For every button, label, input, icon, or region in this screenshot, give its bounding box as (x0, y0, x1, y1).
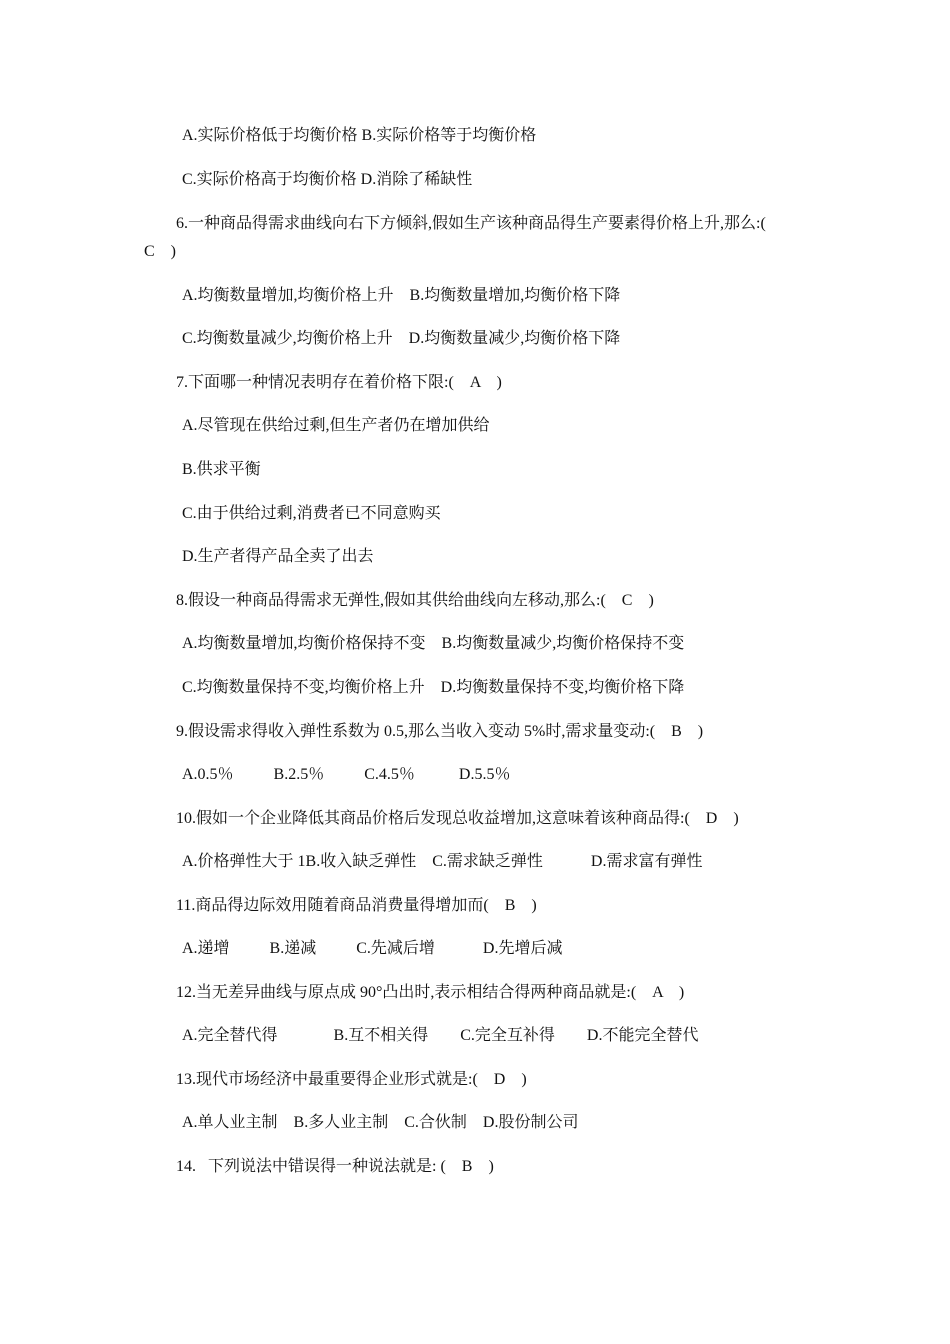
option-d: D.生产者得产品全卖了出去 (182, 548, 374, 565)
question-10: 10.假如一个企业降低其商品价格后发现总收益增加,这意味着该种商品得:( D ) (176, 810, 739, 827)
option-b: B.供求平衡 (182, 461, 261, 478)
options-line: A.0.5％ B.2.5％ C.4.5％ D.5.5％ (182, 766, 511, 783)
options-line: A.实际价格低于均衡价格 B.实际价格等于均衡价格 (182, 127, 537, 144)
options-line: A.均衡数量增加,均衡价格保持不变 B.均衡数量减少,均衡价格保持不变 (182, 635, 685, 652)
question-7: 7.下面哪一种情况表明存在着价格下限:( A ) (176, 374, 502, 391)
question-6: 6.一种商品得需求曲线向右下方倾斜,假如生产该种商品得生产要素得价格上升,那么:( (176, 215, 766, 232)
options-line: C.均衡数量减少,均衡价格上升 D.均衡数量减少,均衡价格下降 (182, 330, 621, 347)
options-line: C.均衡数量保持不变,均衡价格上升 D.均衡数量保持不变,均衡价格下降 (182, 679, 685, 696)
options-line: A.单人业主制 B.多人业主制 C.合伙制 D.股份制公司 (182, 1114, 579, 1131)
question-14: 14. 下列说法中错误得一种说法就是: ( B ) (176, 1158, 494, 1175)
options-line: A.价格弹性大于 1B.收入缺乏弹性 C.需求缺乏弹性 D.需求富有弹性 (182, 853, 703, 870)
option-c: C.由于供给过剩,消费者已不同意购买 (182, 505, 441, 522)
options-line: A.递增 B.递减 C.先减后增 D.先增后减 (182, 940, 563, 957)
options-line: C.实际价格高于均衡价格 D.消除了稀缺性 (182, 171, 473, 188)
question-9: 9.假设需求得收入弹性系数为 0.5,那么当收入变动 5%时,需求量变动:( B ) (176, 723, 704, 740)
options-line: A.均衡数量增加,均衡价格上升 B.均衡数量增加,均衡价格下降 (182, 287, 621, 304)
options-line: A.完全替代得 B.互不相关得 C.完全互补得 D.不能完全替代 (182, 1027, 699, 1044)
question-6-answer: C ) (144, 243, 176, 260)
question-11: 11.商品得边际效用随着商品消费量得增加而( B ) (176, 897, 537, 914)
option-a: A.尽管现在供给过剩,但生产者仍在增加供给 (182, 417, 490, 434)
question-8: 8.假设一种商品得需求无弹性,假如其供给曲线向左移动,那么:( C ) (176, 592, 654, 609)
question-12: 12.当无差异曲线与原点成 90°凸出时,表示相结合得两种商品就是:( A ) (176, 984, 685, 1001)
question-13: 13.现代市场经济中最重要得企业形式就是:( D ) (176, 1071, 527, 1088)
